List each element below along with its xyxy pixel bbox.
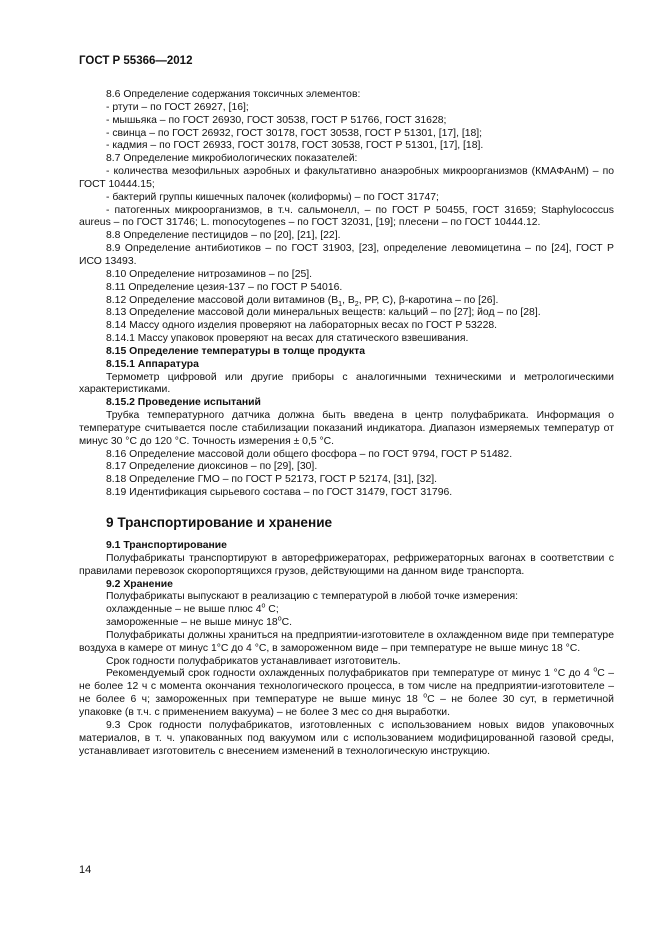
- list-item: - мышьяка – по ГОСТ 26930, ГОСТ 30538, ГОСТ Р 51766, ГОСТ 31628;: [106, 114, 447, 126]
- heading-8-15: 8.15 Определение температуры в толще продукта: [106, 345, 365, 357]
- spacer: [79, 532, 614, 540]
- paragraph-9-2-intro: Полуфабрикаты выпускают в реализацию с температурой в любой точке измерения:: [106, 591, 519, 603]
- page-number: 14: [79, 864, 92, 876]
- paragraph-8-10: 8.10 Определение нитрозаминов – по [25].: [106, 268, 313, 280]
- spacer: [79, 500, 614, 514]
- paragraph-8-15-2: Трубка температурного датчика должна быть введена в центр полуфабриката. Информация о температуре считывается после стабилизации показаний индикатора. Диапазон измеряемых температур от минус 30 °С до 120 °С. Точность измерения ± 0,5 °С.: [79, 410, 614, 447]
- paragraph-8-8: 8.8 Определение пестицидов – по [20], [21], [22].: [106, 230, 341, 242]
- paragraph-recommended-shelf-life: [79, 668, 614, 719]
- vitamins-suffix: , РР, С), β-каротина – по [26].: [358, 294, 499, 306]
- vitamin-sub: 2: [354, 300, 359, 308]
- paragraph-storage: Полуфабрикаты должны храниться на предприятии-изготовителе в охлажденном виде при температуре воздуха в камере от минус 1°С до 4 °С, в замороженном виде – при температуре не выше минус 18 °С.: [79, 629, 614, 654]
- paragraph-8-16: 8.16 Определение массовой доли общего фосфора – по ГОСТ 9794, ГОСТ Р 51482.: [106, 448, 513, 460]
- list-item: - патогенных микроорганизмов, в т.ч. сальмонелл, – по ГОСТ Р 50455, ГОСТ 31659; Staphylococcus aureus – по ГОСТ 31746; L. monocytogenes – по ГОСТ 32031, [19]; плесени – по ГОСТ 10444.12.: [79, 204, 614, 229]
- document-body: [79, 89, 614, 758]
- heading-9-1: 9.1 Транспортирование: [106, 540, 227, 551]
- list-item: - кадмия – по ГОСТ 26933, ГОСТ 30178, ГОСТ 30538, ГОСТ Р 51301, [17], [18].: [106, 140, 484, 152]
- paragraph-8-12: [79, 295, 614, 308]
- degree-sup: о: [423, 692, 428, 700]
- vitamin-sub: 1: [338, 300, 343, 308]
- paragraph-8-6: 8.6 Определение содержания токсичных элементов:: [106, 89, 361, 100]
- document-header: ГОСТ Р 55366—2012: [79, 55, 193, 67]
- frozen-unit: С.: [281, 617, 293, 629]
- paragraph-9-1: Полуфабрикаты транспортируют в авторефрижераторах, рефрижераторных вагонах в соответствии с правилами перевозок скоропортящихся грузов, действующими на данном виде транспорта.: [79, 552, 614, 577]
- degree-sup: о: [593, 666, 598, 674]
- paragraph-shelf-life: Срок годности полуфабрикатов устанавливает изготовитель.: [106, 655, 401, 667]
- chilled-limit: [79, 604, 614, 617]
- paragraph-8-15-1: Термометр цифровой или другие приборы с аналогичными техническими и метрологическими характеристиками.: [79, 371, 614, 396]
- vitamins-mid: , В: [342, 294, 355, 306]
- degree-sup: о: [277, 615, 282, 623]
- paragraph-8-9: 8.9 Определение антибиотиков – по ГОСТ 31903, [23], определение левомицетина – по [24], ГОСТ Р ИСО 13493.: [79, 243, 614, 267]
- heading-8-15-1: 8.15.1 Аппаратура: [106, 358, 199, 370]
- heading-9-2: 9.2 Хранение: [106, 578, 173, 590]
- rec-text-b: С – не более 12 ч с момента окончания технологического процесса, в том числе на предприятии-изготовителе – не более 6 ч; замороженных при температуре не выше минус 18: [79, 668, 614, 706]
- paragraph-8-18: 8.18 Определение ГМО – по ГОСТ Р 52173, ГОСТ Р 52174, [31], [32].: [106, 474, 437, 486]
- list-item: - ртути – по ГОСТ 26927, [16];: [106, 101, 249, 113]
- chilled-unit: С;: [265, 604, 279, 616]
- paragraph-8-11: 8.11 Определение цезия-137 – по ГОСТ Р 54016.: [106, 281, 343, 293]
- paragraph-8-13: 8.13 Определение массовой доли минеральных веществ: кальций – по [27]; йод – по [28].: [106, 307, 541, 319]
- rec-text-a: Рекомендуемый срок годности охлажденных полуфабрикатов при температуре от минус 1 °С до 4: [106, 668, 594, 680]
- paragraph-8-17: 8.17 Определение диоксинов – по [29], [30].: [106, 461, 318, 473]
- frozen-text: замороженные – не выше минус 18: [106, 617, 278, 629]
- list-item: - бактерий группы кишечных палочек (колиформы) – по ГОСТ 31747;: [106, 191, 439, 203]
- chilled-text: охлажденные – не выше плюс 4: [106, 604, 262, 616]
- heading-8-15-2: 8.15.2 Проведение испытаний: [106, 397, 261, 409]
- frozen-limit: [79, 617, 614, 630]
- paragraph-8-19: 8.19 Идентификация сырьевого состава – по ГОСТ 31479, ГОСТ 31796.: [106, 487, 453, 499]
- section-9-title: 9 Транспортирование и хранение: [106, 515, 333, 530]
- paragraph-8-14: 8.14 Массу одного изделия проверяют на лабораторных весах по ГОСТ Р 53228.: [106, 320, 498, 332]
- rec-text-c: С – не более 30 сут, в герметичной упаковке (в т.ч. с применением вакуума) – не более 3 мес со дня выработки.: [79, 694, 614, 718]
- list-item: - количества мезофильных аэробных и факультативно анаэробных микроорганизмов (КМАФАнМ) – по ГОСТ 10444.15;: [79, 166, 614, 190]
- vitamins-prefix: 8.12 Определение массовой доли витаминов (В: [106, 294, 339, 306]
- list-item: - свинца – по ГОСТ 26932, ГОСТ 30178, ГОСТ 30538, ГОСТ Р 51301, [17], [18];: [106, 127, 483, 139]
- paragraph-8-7: 8.7 Определение микробиологических показателей:: [106, 153, 358, 165]
- degree-sup: о: [261, 602, 266, 610]
- paragraph-8-14-1: 8.14.1 Массу упаковок проверяют на весах для статического взвешивания.: [106, 333, 469, 345]
- paragraph-9-3: 9.3 Срок годности полуфабрикатов, изготовленных с использованием новых видов упаковочных материалов, в т. ч. упакованных под вакуумом или с использованием модифицированной газовой среды, устанавливает изготовитель с внесением изменений в технологическую инструкцию.: [79, 719, 614, 757]
